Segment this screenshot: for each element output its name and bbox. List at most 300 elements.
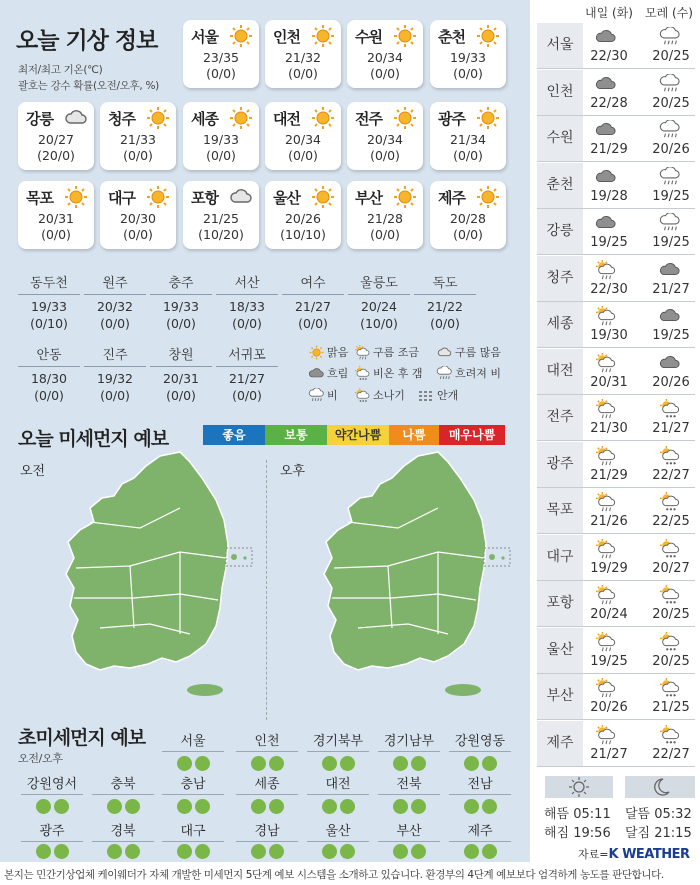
city-card-name: 강릉	[26, 110, 53, 128]
city-precip: (0/0)	[298, 316, 328, 331]
forecast-city: 울산	[537, 628, 583, 673]
city-card-name: 전주	[355, 110, 382, 128]
forecast-day1-temp: 21/29	[590, 467, 628, 483]
legend-item	[354, 365, 423, 381]
city-card-temp: 21/34	[449, 132, 487, 147]
ufd-region	[92, 773, 154, 814]
ufd-region-name: 충북	[92, 773, 154, 795]
forecast-row	[537, 116, 695, 162]
suncloud-icon	[595, 399, 617, 419]
forecast-day1-temp: 19/25	[590, 653, 628, 669]
shower-icon	[659, 585, 681, 605]
city-temp: 21/22	[426, 299, 464, 314]
ufd-dots	[378, 844, 440, 859]
ufd-dots	[92, 799, 154, 814]
city-card-temp: 20/31	[37, 211, 75, 226]
ufd-pm-dot	[195, 756, 210, 771]
sun-icon	[311, 185, 335, 209]
suncloud-icon	[595, 725, 617, 745]
ufd-region	[378, 773, 440, 814]
korea-map-pm-shape	[324, 452, 510, 696]
sun-icon	[393, 106, 417, 130]
ufd-pm-dot	[125, 844, 140, 859]
shower-icon	[659, 399, 681, 419]
city-precip: (0/0)	[34, 388, 64, 403]
city-card-temp: 21/32	[284, 50, 322, 65]
cloudy-icon	[436, 345, 453, 360]
forecast-day1-temp: 21/30	[590, 421, 628, 436]
sun-icon	[146, 106, 170, 130]
pm-level-3: 나쁨	[389, 425, 439, 445]
city-precip: (0/0)	[166, 316, 196, 331]
ufd-region	[162, 730, 224, 771]
city-entry	[150, 344, 212, 403]
shower-icon	[659, 725, 681, 745]
city-entry	[84, 272, 146, 331]
sun-icon	[311, 106, 335, 130]
forecast-city: 제주	[537, 721, 583, 766]
city-precip: (0/0)	[430, 316, 460, 331]
ufd-am-dot	[251, 799, 266, 814]
ufd-am-dot	[107, 844, 122, 859]
sunrise-time: 해뜸 05:11	[544, 807, 611, 822]
ufd-pm-dot	[411, 756, 426, 771]
ufd-region-name: 광주	[21, 820, 83, 842]
dokdo-island	[243, 556, 246, 559]
fog-icon	[418, 388, 435, 403]
ufd-region-name: 경남	[236, 820, 298, 842]
pm-level-0: 좋음	[203, 425, 265, 445]
ufd-am-dot	[322, 799, 337, 814]
cloud-icon	[64, 106, 88, 130]
city-card-name: 광주	[438, 110, 465, 128]
forecast-day2-temp: 20/26	[652, 374, 690, 390]
forecast-day1-temp: 20/26	[590, 700, 628, 715]
city-card-precip: (0/0)	[288, 148, 318, 163]
forecast-day2-temp: 21/27	[652, 421, 690, 436]
legend-item	[354, 344, 419, 360]
forecast-day2-temp: 20/27	[652, 560, 690, 576]
ufd-dots	[378, 799, 440, 814]
city-card	[347, 181, 423, 249]
ufd-region	[307, 730, 369, 771]
city-card-name: 서울	[191, 28, 218, 46]
ufd-region-name: 전남	[449, 773, 511, 795]
sun-icon	[476, 24, 500, 48]
forecast-day1-temp: 22/28	[590, 95, 628, 111]
map-pm	[288, 448, 518, 708]
city-card	[18, 102, 94, 170]
ulleung-island	[231, 554, 237, 560]
pm-title: 오늘 미세먼지 예보	[18, 428, 169, 450]
forecast-day2-temp: 20/25	[652, 607, 690, 622]
forecast-city: 강릉	[537, 209, 583, 254]
ufd-am-dot	[177, 756, 192, 771]
legend-label: 안개	[437, 389, 459, 402]
forecast-day2-temp: 19/25	[652, 188, 690, 204]
city-card-precip: (0/0)	[206, 148, 236, 163]
city-card-name: 청주	[108, 110, 135, 128]
page-title: 오늘 기상 정보	[16, 28, 158, 54]
pm-level-legend	[203, 425, 505, 445]
city-entry	[414, 272, 476, 331]
city-card	[183, 181, 259, 249]
ufd-am-dot	[464, 844, 479, 859]
city-card-name: 수원	[355, 28, 382, 46]
city-card	[183, 20, 259, 88]
cloud-icon	[229, 185, 253, 209]
ufd-am-dot	[177, 799, 192, 814]
city-card	[100, 102, 176, 170]
moonrise-time: 달뜸 05:32	[625, 807, 692, 822]
forecast-row	[537, 628, 695, 674]
city-card-precip: (0/0)	[288, 66, 318, 81]
city-name: 원주	[84, 272, 146, 295]
ufd-dots	[378, 756, 440, 771]
city-entry	[84, 344, 146, 403]
cloud-icon	[595, 120, 617, 140]
ufd-pm-dot	[269, 799, 284, 814]
city-card-precip: (0/0)	[453, 227, 483, 242]
dokdo-island	[501, 556, 504, 559]
ufd-am-dot	[393, 756, 408, 771]
ufd-am-dot	[464, 756, 479, 771]
forecast-city: 대구	[537, 535, 583, 580]
ufd-pm-dot	[195, 844, 210, 859]
forecast-day2-temp: 19/25	[652, 328, 690, 343]
city-card-precip: (0/0)	[370, 227, 400, 242]
ufd-region	[236, 730, 298, 771]
forecast-city: 목포	[537, 488, 583, 533]
shower-icon	[659, 539, 681, 559]
forecast-city: 춘천	[537, 163, 583, 208]
legend-item	[418, 387, 458, 403]
jeju-island	[187, 684, 223, 696]
moon-box	[625, 776, 695, 798]
sun-icon	[229, 106, 253, 130]
city-card	[18, 181, 94, 249]
forecast-day1-temp: 20/24	[590, 607, 628, 622]
ufd-dots	[307, 756, 369, 771]
city-name: 서산	[216, 272, 278, 295]
ufd-pm-dot	[195, 799, 210, 814]
city-card-precip: (10/10)	[280, 227, 326, 242]
forecast-day1-temp: 19/30	[590, 328, 628, 343]
city-card-temp: 19/33	[202, 132, 240, 147]
city-card-precip: (0/0)	[123, 227, 153, 242]
city-name: 충주	[150, 272, 212, 295]
forecast-day2-temp: 21/27	[652, 281, 690, 297]
forecast-day1-temp: 22/30	[590, 49, 628, 64]
ufd-region-name: 경기남부	[378, 730, 440, 752]
city-name: 울릉도	[348, 272, 410, 295]
city-card	[430, 102, 506, 170]
city-entry	[348, 272, 410, 331]
city-card-name: 부산	[355, 189, 382, 207]
forecast-day2-temp: 20/25	[652, 49, 690, 64]
city-card-name: 제주	[438, 189, 465, 207]
ufd-pm-dot	[482, 799, 497, 814]
legend-item	[436, 344, 501, 360]
map-am	[30, 448, 260, 708]
forecast-row	[537, 674, 695, 720]
ufd-region-name: 부산	[378, 820, 440, 842]
ufd-pm-dot	[482, 844, 497, 859]
legend-item	[308, 387, 338, 403]
city-temp: 21/27	[228, 371, 266, 386]
ufd-title: 초미세먼지 예보	[18, 727, 146, 749]
ufd-region	[236, 820, 298, 859]
forecast-row	[537, 70, 695, 116]
forecast-row	[537, 256, 695, 302]
ufd-region	[21, 820, 83, 859]
city-card	[430, 181, 506, 249]
legend-label: 구름 조금	[373, 346, 420, 359]
forecast-day1-temp: 20/31	[590, 374, 628, 390]
city-card-temp: 23/35	[202, 50, 240, 65]
city-temp: 20/32	[96, 299, 134, 314]
kweather-logo: K WEATHER	[608, 847, 690, 862]
suncloud-icon	[595, 306, 617, 326]
forecast-row	[537, 581, 695, 627]
ufd-dots	[92, 844, 154, 859]
suncloud-icon	[595, 539, 617, 559]
ufd-region	[449, 773, 511, 814]
city-card-name: 포항	[191, 189, 218, 207]
header-day1: 내일 (화)	[585, 6, 633, 20]
city-card-name: 대전	[273, 110, 300, 128]
ufd-dots	[162, 756, 224, 771]
ulleung-dokdo-inset	[484, 548, 510, 566]
legend-temp-note: 최저/최고 기온(℃)	[18, 64, 103, 76]
ufd-region-name: 경기북부	[307, 730, 369, 752]
map-pm-label: 오후	[280, 464, 306, 479]
forecast-day2-temp: 22/27	[652, 746, 690, 762]
cloud-icon	[595, 167, 617, 187]
cloud-icon	[595, 74, 617, 94]
city-entry	[18, 344, 80, 403]
city-card-precip: (0/0)	[453, 66, 483, 81]
source-prefix: 자료=	[578, 848, 609, 861]
footer-note: 본지는 민간기상업체 케이웨더가 자체 개발한 미세먼지 5단계 예보 시스템을 소개하고 있습니다. 환경부의 4단계 예보보다 엄격하게 농도를 판단합니다.	[0, 862, 700, 885]
city-card-precip: (0/0)	[41, 227, 71, 242]
ufd-region-name: 전북	[378, 773, 440, 795]
city-name: 안동	[18, 344, 80, 367]
forecast-city: 수원	[537, 116, 583, 161]
ufd-am-dot	[36, 844, 51, 859]
ufd-dots	[449, 756, 511, 771]
city-card-name: 목포	[26, 189, 53, 207]
shower-icon	[659, 678, 681, 698]
suncloud-icon	[595, 446, 617, 466]
city-precip: (0/0)	[232, 388, 262, 403]
forecast-row	[537, 535, 695, 581]
city-temp: 20/31	[162, 371, 200, 386]
city-card-name: 세종	[191, 110, 218, 128]
forecast-row	[537, 349, 695, 395]
forecast-day1-temp: 19/28	[590, 188, 628, 204]
city-card-temp: 20/26	[284, 211, 322, 226]
ufd-region	[236, 773, 298, 814]
city-temp: 18/30	[30, 371, 68, 386]
city-card	[100, 181, 176, 249]
ufd-region	[378, 820, 440, 859]
moonset-time: 달짐 21:15	[625, 826, 692, 841]
city-entry	[150, 272, 212, 331]
forecast-day2-temp: 20/26	[652, 142, 690, 157]
map-divider	[266, 460, 267, 720]
ufd-region	[449, 820, 511, 859]
ufd-region-name: 강원영동	[449, 730, 511, 752]
city-card-temp: 20/34	[366, 50, 404, 65]
header-day2: 모레 (수)	[645, 6, 693, 20]
city-card-precip: (0/0)	[123, 148, 153, 163]
rain-icon	[659, 167, 681, 187]
sun-icon	[393, 24, 417, 48]
ufd-am-dot	[36, 799, 51, 814]
city-card-temp: 20/30	[119, 211, 157, 226]
ufd-dots	[21, 844, 83, 859]
pm-level-4: 매우나쁨	[439, 425, 505, 445]
city-temp: 19/33	[30, 299, 68, 314]
pm-level-1: 보통	[265, 425, 327, 445]
ufd-pm-dot	[340, 844, 355, 859]
sun-icon	[476, 185, 500, 209]
sun-icon	[393, 185, 417, 209]
ufd-pm-dot	[125, 799, 140, 814]
forecast-row	[537, 302, 695, 348]
city-name: 독도	[414, 272, 476, 295]
ufd-dots	[236, 799, 298, 814]
city-card	[430, 20, 506, 88]
forecast-row	[537, 23, 695, 69]
shower-icon	[659, 492, 681, 512]
ufd-am-dot	[107, 799, 122, 814]
forecast-row	[537, 721, 695, 767]
forecast-day2-temp: 22/27	[652, 467, 690, 483]
rain-icon	[659, 74, 681, 94]
legend-label: 비온 후 갬	[373, 367, 423, 380]
korea-map-am-shape	[66, 452, 252, 696]
suncloud-icon	[595, 678, 617, 698]
city-temp: 19/33	[162, 299, 200, 314]
forecast-day1-temp: 21/27	[590, 746, 628, 762]
sunset-time: 해짐 19:56	[544, 826, 611, 841]
ufd-region-name: 충남	[162, 773, 224, 795]
ufd-pm-dot	[340, 756, 355, 771]
forecast-day2-temp: 19/25	[652, 235, 690, 250]
forecast-row	[537, 395, 695, 441]
ufd-region	[449, 730, 511, 771]
forecast-day1-temp: 22/30	[590, 281, 628, 297]
clearing-icon	[354, 366, 371, 381]
city-temp: 18/33	[228, 299, 266, 314]
sun-icon	[545, 776, 613, 798]
ufd-pm-dot	[269, 756, 284, 771]
city-entry	[216, 272, 278, 331]
ufd-dots	[307, 799, 369, 814]
cloud-icon	[595, 213, 617, 233]
ulleung-island	[489, 554, 495, 560]
overcast-icon	[308, 366, 325, 381]
ufd-dots	[236, 756, 298, 771]
ufd-region	[21, 773, 83, 814]
ufd-region	[92, 820, 154, 859]
cloud-icon	[659, 306, 681, 326]
legend-item	[354, 387, 405, 403]
city-card-name: 울산	[273, 189, 300, 207]
ufd-region	[162, 820, 224, 859]
sun-icon	[146, 185, 170, 209]
forecast-row	[537, 488, 695, 534]
city-name: 동두천	[18, 272, 80, 295]
city-card-precip: (0/0)	[453, 148, 483, 163]
city-entry	[282, 272, 344, 331]
ufd-pm-dot	[482, 756, 497, 771]
rain-icon	[308, 388, 325, 403]
forecast-city: 부산	[537, 674, 583, 719]
city-card	[265, 20, 341, 88]
city-card-temp: 21/25	[202, 211, 240, 226]
city-card-name: 춘천	[438, 28, 465, 46]
moon-icon	[625, 776, 695, 798]
forecast-city: 전주	[537, 395, 583, 440]
map-am-label: 오전	[20, 464, 46, 479]
city-temp: 21/27	[294, 299, 332, 314]
ufd-am-dot	[251, 756, 266, 771]
ufd-region-name: 강원영서	[21, 773, 83, 795]
sun-box	[545, 776, 613, 798]
city-card-temp: 19/33	[449, 50, 487, 65]
city-name: 창원	[150, 344, 212, 367]
city-card-temp: 21/33	[119, 132, 157, 147]
sun-icon	[476, 106, 500, 130]
legend-label: 비	[327, 389, 338, 402]
city-precip: (0/0)	[166, 388, 196, 403]
legend-label: 흐려져 비	[455, 367, 502, 380]
city-precip: (0/0)	[100, 388, 130, 403]
legend-item	[308, 365, 348, 381]
jeju-island	[445, 684, 481, 696]
ufd-dots	[449, 799, 511, 814]
suncloud-icon	[595, 585, 617, 605]
city-entry	[18, 272, 80, 331]
city-card	[347, 102, 423, 170]
ufd-region	[307, 773, 369, 814]
rain-icon	[659, 120, 681, 140]
ufd-region-name: 서울	[162, 730, 224, 752]
suncloud-icon	[595, 492, 617, 512]
forecast-day1-temp: 19/29	[590, 560, 628, 576]
forecast-city: 포항	[537, 581, 583, 626]
city-name: 여수	[282, 272, 344, 295]
city-card	[265, 102, 341, 170]
partly-cloudy-icon	[354, 345, 371, 360]
ufd-region-name: 대전	[307, 773, 369, 795]
city-card-precip: (20/0)	[37, 148, 75, 163]
ufd-dots	[449, 844, 511, 859]
forecast-day2-temp: 20/25	[652, 95, 690, 111]
forecast-city: 서울	[537, 23, 583, 68]
ufd-dots	[236, 844, 298, 859]
suncloud-icon	[595, 632, 617, 652]
sun-icon	[311, 24, 335, 48]
ufd-region-name: 인천	[236, 730, 298, 752]
ufd-subtitle: 오전/오후	[18, 752, 63, 765]
ufd-region-name: 대구	[162, 820, 224, 842]
ufd-dots	[21, 799, 83, 814]
ufd-region	[307, 820, 369, 859]
